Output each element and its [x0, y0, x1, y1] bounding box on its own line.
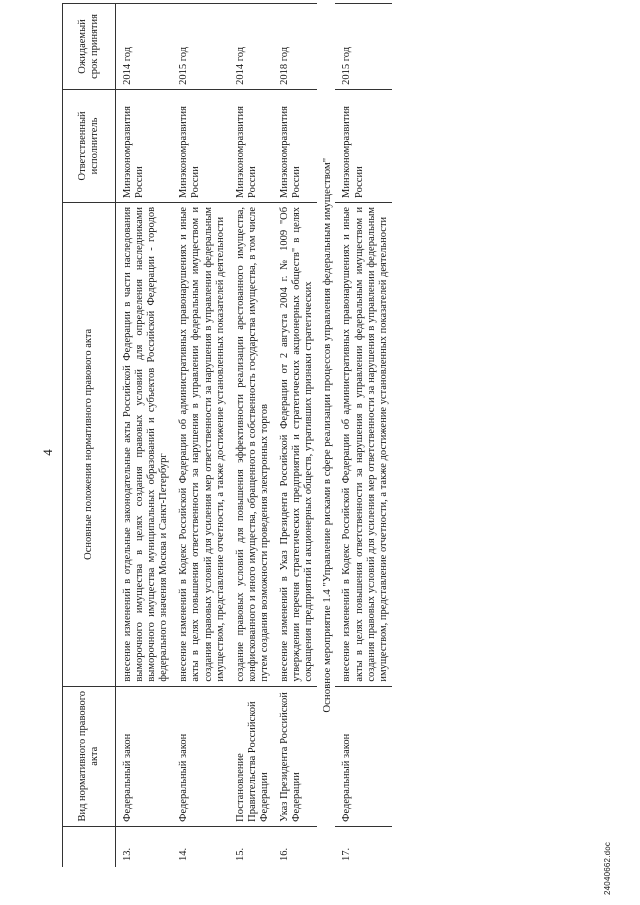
act-type: Постановление Правительства Российской Федерации: [229, 686, 273, 826]
row-number: 14.: [172, 826, 228, 867]
document-file-code: 24040662.doc: [603, 841, 612, 895]
regulatory-acts-table: [62, 3, 392, 867]
act-executor: Минэкономразвития России: [273, 89, 317, 202]
header-act-type: Вид нормативного правового акта: [63, 686, 116, 826]
table-row: [273, 4, 317, 868]
act-expected-date: 2014 год: [116, 4, 173, 90]
table-row: [116, 4, 173, 868]
act-executor: Минэкономразвития России: [335, 89, 391, 202]
act-executor: Минэкономразвития России: [172, 89, 228, 202]
section-heading-row: [317, 4, 335, 868]
act-provisions: внесение изменений в Кодекс Российской Федерации об административных правонарушениях и иные акты в целях повышения ответственности за нарушения в управлении федеральным имуществом и создания правовых условий для усиления мер ответственности за нарушения в управлении федеральным имуществом, представление отчетности, а также достижение установленных показателей деятельности: [172, 202, 228, 686]
table-row: [229, 4, 273, 868]
act-type: Федеральный закон: [116, 686, 173, 826]
act-type: Указ Президента Российской Федерации: [273, 686, 317, 826]
header-number: [63, 826, 116, 867]
act-expected-date: 2015 год: [172, 4, 228, 90]
act-type: Федеральный закон: [172, 686, 228, 826]
act-provisions: внесение изменений в Указ Президента Российской Федерации от 2 августа 2004 г. № 1009 "Об утверждении перечня стратегических предприятий и стратегических акционерных обществ" в целях сокращения предприятий и акционерных обществ, утративших признаки стратегических: [273, 202, 317, 686]
table-row: [335, 4, 391, 868]
act-expected-date: 2014 год: [229, 4, 273, 90]
header-provisions: Основные положения нормативного правового акта: [63, 202, 116, 686]
row-number: 13.: [116, 826, 173, 867]
section-heading: Основное мероприятие 1.4 "Управление рисками в сфере реализации процессов управления федеральным имуществом": [321, 157, 334, 713]
act-executor: Минэкономразвития России: [229, 89, 273, 202]
act-expected-date: 2015 год: [335, 4, 391, 90]
table-header-row: [63, 4, 116, 868]
row-number: 17.: [335, 826, 391, 867]
row-number: 15.: [229, 826, 273, 867]
act-executor: Минэкономразвития России: [116, 89, 173, 202]
act-provisions: внесение изменений в Кодекс Российской Федерации об административных правонарушениях и иные акты в целях повышения ответственности за нарушения в управлении федеральным имуществом и создания правовых условий для усиления мер ответственности за нарушения в управлении федеральным имуществом, представление отчетности, а также достижение установленных показателей деятельности: [335, 202, 391, 686]
page-number: 4: [40, 449, 55, 456]
act-provisions: внесение изменений в отдельные законодательные акты Российской Федерации в части наследования выморочного имущества в целях создания правовых условий для определения наследниками выморочного имущества муниципальных образований и субъектов Российской Федерации - городов федерального значения Москва и Санкт-Петербург: [116, 202, 173, 686]
act-expected-date: 2018 год: [273, 4, 317, 90]
act-provisions: создание правовых условий для повышения эффективности реализации арестованного имущества, конфискованного и иного имущества, обращенного в собственность государства имущества, в том числе путем создания возможности проведения электронных торгов: [229, 202, 273, 686]
header-expected-date: Ожидаемый срок принятия: [63, 4, 116, 90]
header-executor: Ответственный исполнитель: [63, 89, 116, 202]
row-number: 16.: [273, 826, 317, 867]
table-row: [172, 4, 228, 868]
act-type: Федеральный закон: [335, 686, 391, 826]
